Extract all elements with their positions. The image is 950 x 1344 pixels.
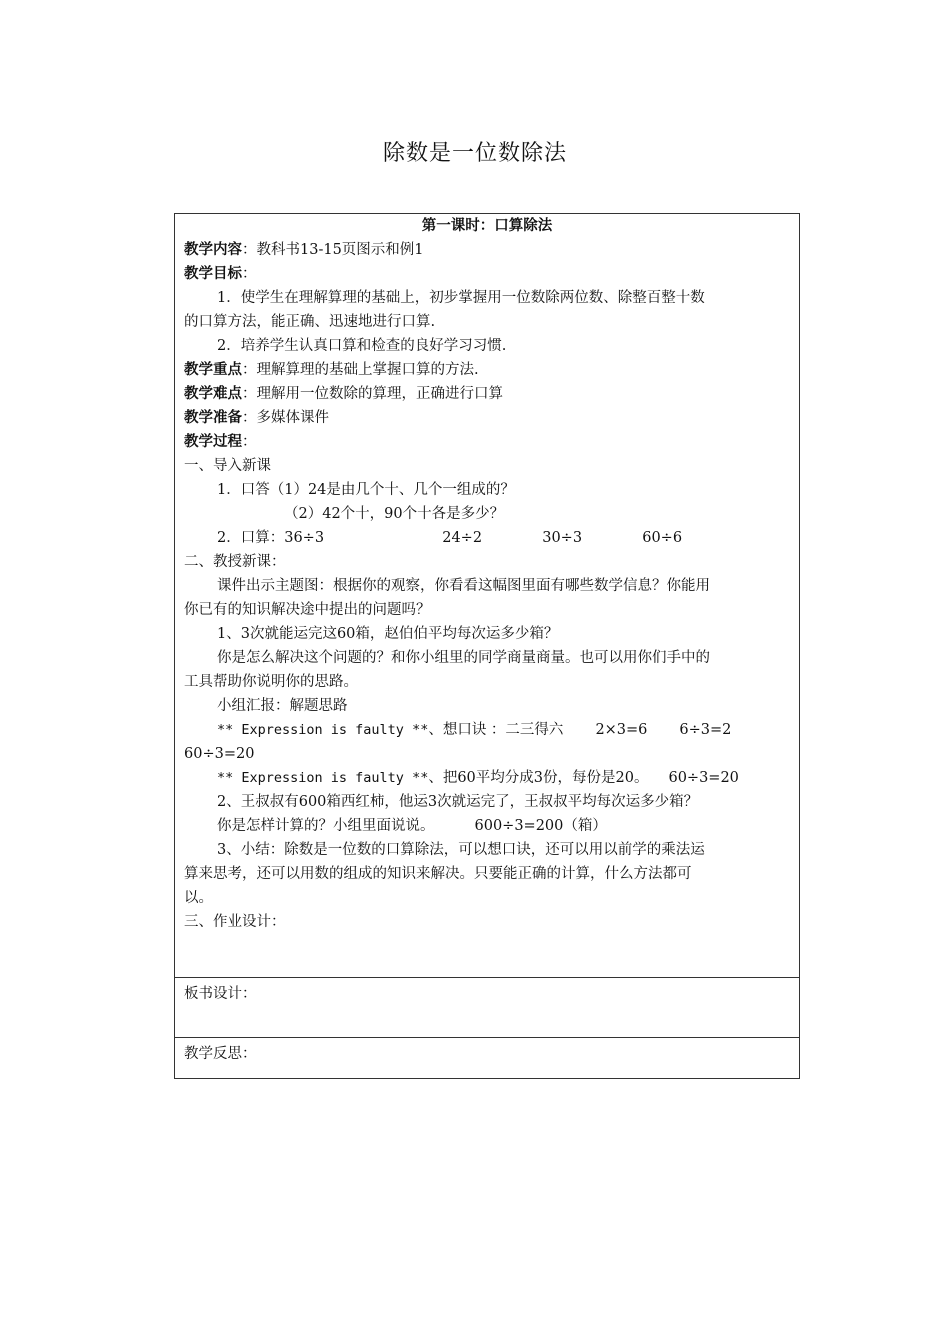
problem-2: 2、王叔叔有600箱西红柿，他运3次就运完了，王叔叔平均每次运多少箱？ bbox=[217, 794, 699, 810]
key-point-value: ：理解算理的基础上掌握口算的方法. bbox=[242, 362, 479, 378]
difficulty-value: ：理解用一位数除的算理，正确进行口算 bbox=[242, 386, 503, 402]
problem-1: 1、3次就能运完这60箱，赵伯伯平均每次运多少箱？ bbox=[217, 626, 559, 642]
method-1-line bbox=[184, 718, 790, 742]
oral-question-1b: （2）42个十，90个十各是多少？ bbox=[284, 506, 505, 522]
teaching-reflection-label: 教学反思： bbox=[184, 1046, 257, 1062]
teaching-key-point bbox=[184, 358, 790, 382]
method-1-eq-1: 2×3=6 bbox=[595, 722, 648, 738]
method-1-text: 、想口诀 ：二三得六 bbox=[428, 722, 564, 738]
key-point-label: 教学重点 bbox=[184, 361, 242, 378]
teaching-goals-colon: ： bbox=[242, 266, 257, 282]
paragraph-3-line-1: 你是怎么解决这个问题的？和你小组里的同学商量商量。也可以用你们手中的 bbox=[217, 650, 710, 666]
teaching-reflection-cell bbox=[175, 1038, 799, 1078]
section-3-heading: 三、作业设计： bbox=[184, 914, 286, 930]
process-label: 教学过程 bbox=[184, 433, 242, 450]
section-2-heading: 二、教授新课： bbox=[184, 554, 286, 570]
oral-question-1: 1．口答（1）24是由几个十、几个一组成的？ bbox=[217, 482, 515, 498]
paragraph-3-line-2: 工具帮助你说明你的思路。 bbox=[184, 674, 358, 690]
goal-1-line-1: 1．使学生在理解算理的基础上，初步掌握用一位数除两位数、除整百整十数 bbox=[217, 290, 705, 306]
oral-calc-item: 36÷3 bbox=[284, 530, 325, 546]
lesson-heading: 第一课时：口算除法 bbox=[421, 217, 553, 234]
summary-line-3: 以。 bbox=[184, 890, 213, 906]
teaching-preparation bbox=[184, 406, 790, 430]
problem-2-text: 你是怎样计算的？小组里面说说。 bbox=[217, 818, 435, 834]
teaching-goals bbox=[184, 262, 790, 286]
teaching-content-label: 教学内容 bbox=[184, 241, 242, 258]
difficulty-label: 教学难点 bbox=[184, 385, 242, 402]
oral-calc-item: 24÷2 bbox=[442, 530, 483, 546]
teaching-process bbox=[184, 430, 790, 454]
oral-calc-row bbox=[184, 526, 790, 550]
oral-calc-item: 60÷6 bbox=[642, 530, 683, 546]
goal-1-line-2: 的口算方法，能正确、迅速地进行口算. bbox=[184, 314, 436, 330]
board-design-cell bbox=[175, 978, 799, 1038]
teaching-goals-label: 教学目标 bbox=[184, 265, 242, 282]
preparation-value: ：多媒体课件 bbox=[242, 410, 329, 426]
lesson-plan-table bbox=[174, 213, 800, 1079]
method-1-eq-3: 60÷3=20 bbox=[184, 746, 255, 762]
teaching-content bbox=[184, 238, 790, 262]
board-design-label: 板书设计： bbox=[184, 986, 257, 1002]
goal-2: 2．培养学生认真口算和检查的良好学习习惯. bbox=[217, 338, 507, 354]
summary-line-1: 3、小结：除数是一位数的口算除法，可以想口诀，还可以用以前学的乘法运 bbox=[217, 842, 705, 858]
method-2-text: 、把60平均分成3份，每份是20。 bbox=[428, 770, 649, 786]
teaching-content-value: ：教科书13-15页图示和例1 bbox=[242, 242, 424, 258]
teaching-difficulty bbox=[184, 382, 790, 406]
method-2-eq: 60÷3=20 bbox=[668, 770, 739, 786]
preparation-label: 教学准备 bbox=[184, 409, 242, 426]
process-colon: ： bbox=[242, 434, 257, 450]
lesson-main-cell bbox=[175, 214, 799, 978]
oral-calc-item: 30÷3 bbox=[542, 530, 583, 546]
problem-2-eq: 600÷3=200（箱） bbox=[474, 818, 607, 834]
oral-calc-prefix: 2．口算： bbox=[217, 530, 285, 546]
problem-2-discussion bbox=[184, 814, 790, 838]
paragraph-1-line-2: 你已有的知识解决途中提出的问题吗？ bbox=[184, 602, 431, 618]
section-1-heading: 一、导入新课 bbox=[184, 458, 271, 474]
summary-line-2: 算来思考，还可以用数的组成的知识来解决。只要能正确的计算，什么方法都可 bbox=[184, 866, 692, 882]
expression-error: ** Expression is faulty ** bbox=[217, 722, 429, 738]
method-1-eq-2: 6÷3=2 bbox=[679, 722, 732, 738]
expression-error: ** Expression is faulty ** bbox=[217, 770, 429, 786]
paragraph-1-line-1: 课件出示主题图：根据你的观察，你看看这幅图里面有哪些数学信息？你能用 bbox=[217, 578, 710, 594]
method-2-line bbox=[184, 766, 790, 790]
document-title: 除数是一位数除法 bbox=[382, 141, 567, 166]
group-report: 小组汇报：解题思路 bbox=[217, 698, 348, 714]
